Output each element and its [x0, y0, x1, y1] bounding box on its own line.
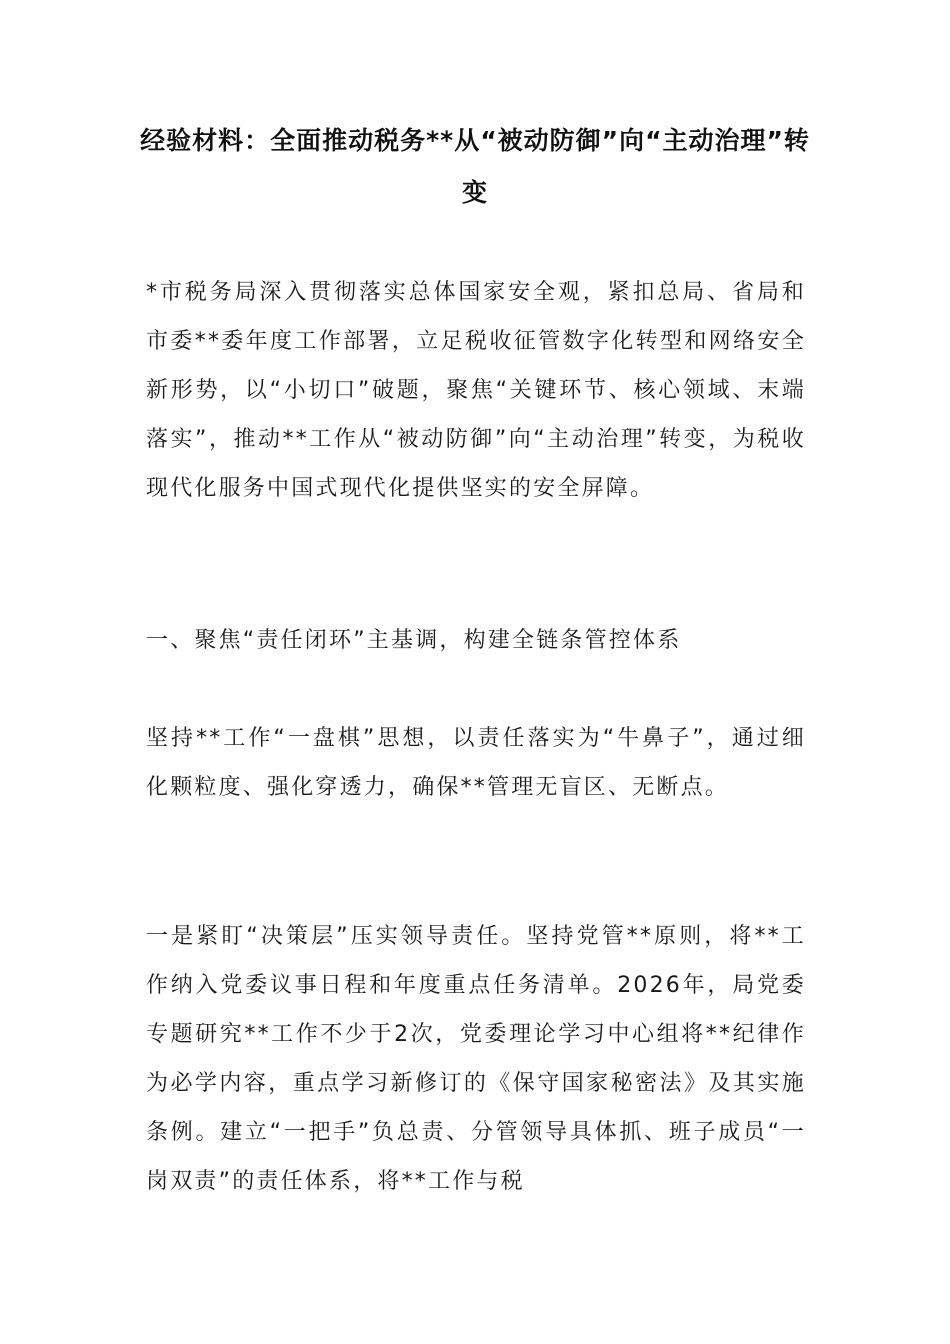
section-heading-1: 一、聚焦“责任闭环”主基调，构建全链条管控体系	[146, 628, 682, 653]
intro-paragraph: *市税务局深入贯彻落实总体国家安全观，紧扣总局、省局和市委**委年度工作部署，立足税收征管数字化转型和网络安全新形势，以“小切口”破题，聚焦“关键环节、核心领域、末端落实”，推动**工作从“被动防御”向“主动治理”转变，为税收现代化服务中国式现代化提供坚实的安全屏障。	[146, 280, 806, 501]
point-1-paragraph: 一是紧盯“决策层”压实领导责任。坚持党管**原则，将**工作纳入党委议事日程和年度重点任务清单。2026年，局党委专题研究**工作不少于2次，党委理论学习中心组将**纪律作为必学内容，重点学习新修订的《保守国家秘密法》及其实施条例。建立“一把手”负总责、分管领导具体抓、班子成员“一岗双责”的责任体系，将**工作与税	[146, 924, 806, 1194]
section-1-paragraph: 坚持**工作“一盘棋”思想，以责任落实为“牛鼻子”，通过细化颗粒度、强化穿透力，确保**管理无盲区、无断点。	[146, 726, 806, 800]
document-title: 经验材料：全面推动税务**从“被动防御”向“主动治理”转变	[140, 126, 810, 207]
